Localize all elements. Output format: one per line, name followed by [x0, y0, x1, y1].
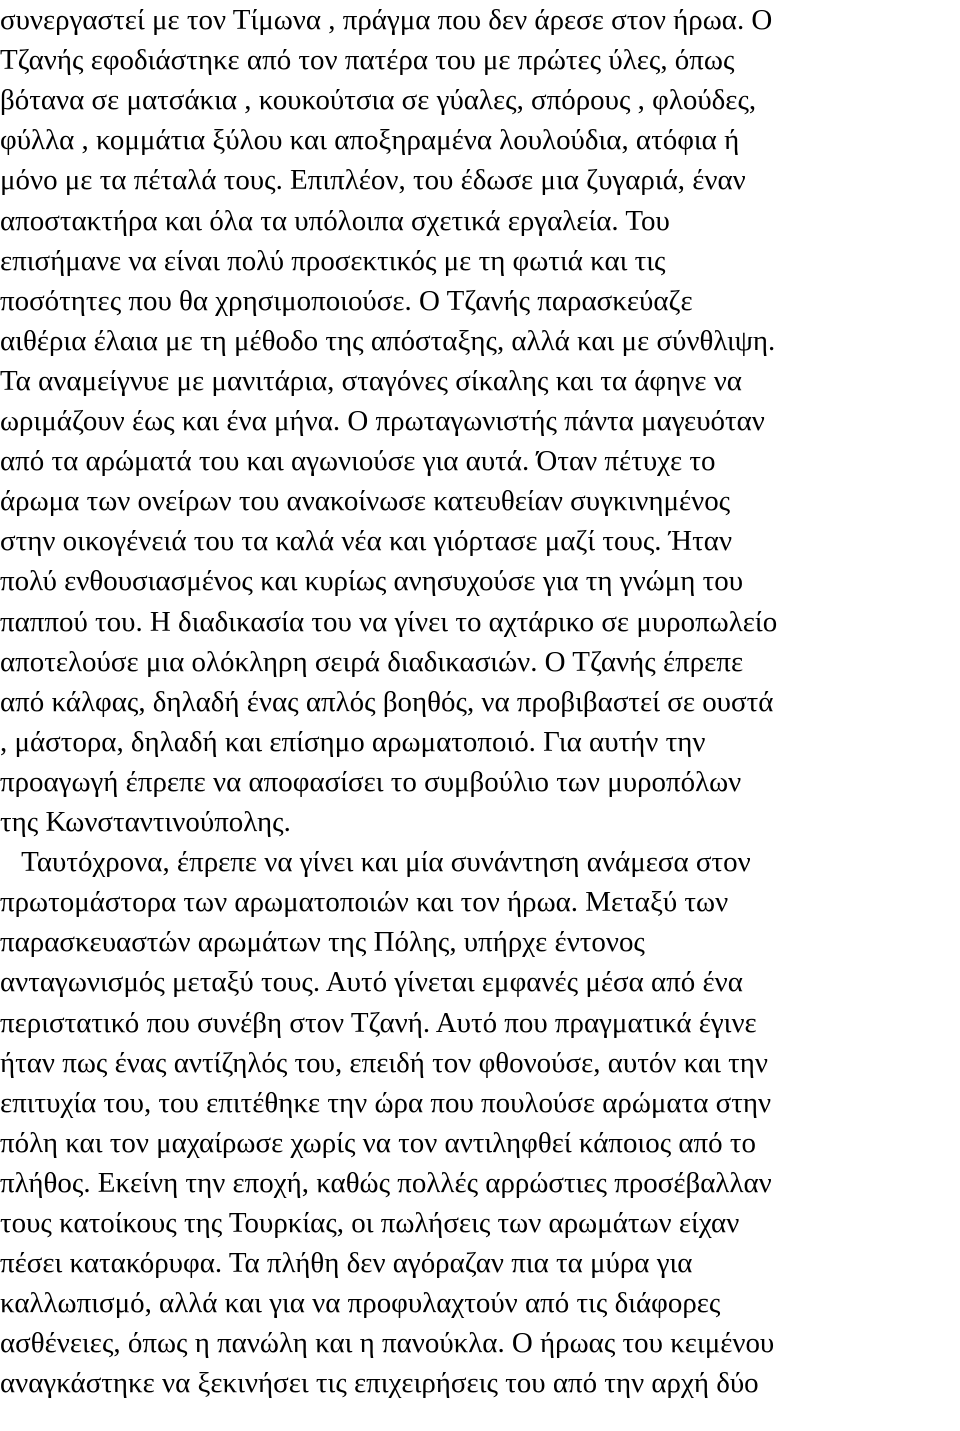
text-line: ήταν πως ένας αντίζηλός του, επειδή τον φθονούσε, αυτόν και την	[0, 1046, 768, 1079]
text-line: πολύ ενθουσιασμένος και κυρίως ανησυχούσε για τη γνώμη του	[0, 565, 744, 598]
text-line: αναγκάστηκε να ξεκινήσει τις επιχειρήσεις του από την αρχή δύο	[0, 1367, 759, 1400]
text-line: μόνο με τα πέταλά τους. Επιπλέον, του έδωσε μια ζυγαριά, έναν	[0, 164, 746, 197]
text-line: φύλλα , κομμάτια ξύλου και αποξηραμένα λουλούδια, ατόφια ή	[0, 124, 740, 157]
text-line: πόλη και τον μαχαίρωσε χωρίς να τον αντιληφθεί κάποιος από το	[0, 1126, 756, 1159]
text-line: από τα αρώματά του και αγωνιούσε για αυτά. Όταν πέτυχε το	[0, 445, 716, 478]
text-line: συνεργαστεί με τον Τίμωνα , πράγμα που δεν άρεσε στον ήρωα. Ο	[0, 4, 773, 36]
text-line: στην οικογένειά του τα καλά νέα και γιόρτασε μαζί τους. Ήταν	[0, 525, 733, 558]
text-line: καλλωπισμό, αλλά και για να προφυλαχτούν από τις διάφορες	[0, 1287, 721, 1320]
text-line: βότανα σε ματσάκια , κουκούτσια σε γύαλες, σπόρους , φλούδες,	[0, 84, 757, 117]
text-line: προαγωγή έπρεπε να αποφασίσει το συμβούλιο των μυροπόλων	[0, 765, 742, 798]
text-line: , μάστορα, δηλαδή και επίσημο αρωματοποιό. Για αυτήν την	[0, 725, 706, 758]
text-line: πλήθος. Εκείνη την εποχή, καθώς πολλές αρρώστιες προσέβαλλαν	[0, 1166, 772, 1199]
text-line: ωριμάζουν έως και ένα μήνα. Ο πρωταγωνιστής πάντα μαγευόταν	[0, 405, 765, 437]
text-line: επισήμανε να είναι πολύ προσεκτικός με τη φωτιά και τις	[0, 244, 666, 277]
text-line: ποσότητες που θα χρησιμοποιούσε. Ο Τζανής παρασκεύαζε	[0, 284, 693, 317]
text-line: Ταυτόχρονα, έπρεπε να γίνει και μία συνάντηση ανάμεσα στον	[0, 846, 751, 879]
text-line: περιστατικό που συνέβη στον Τζανή. Αυτό που πραγματικά έγινε	[0, 1006, 757, 1039]
text-line: επιτυχία του, του επιτέθηκε την ώρα που πουλούσε αρώματα στην	[0, 1086, 772, 1119]
text-line: ασθένειες, όπως η πανώλη και η πανούκλα. Ο ήρωας του κειμένου	[0, 1327, 775, 1360]
text-line: ανταγωνισμός μεταξύ τους. Αυτό γίνεται εμφανές μέσα από ένα	[0, 966, 743, 999]
text-line: παππού του. Η διαδικασία του να γίνει το αχτάρικο σε μυροπωλείο	[0, 605, 778, 638]
text-line: της Κωνσταντινούπολης.	[0, 806, 291, 838]
text-line: τους κατοίκους της Τουρκίας, οι πωλήσεις των αρωμάτων είχαν	[0, 1207, 740, 1239]
text-line: πέσει κατακόρυφα. Τα πλήθη δεν αγόραζαν πια τα μύρα για	[0, 1247, 693, 1280]
text-line: από κάλφας, δηλαδή ένας απλός βοηθός, να προβιβαστεί σε ουστά	[0, 685, 774, 718]
text-line: παρασκευαστών αρωμάτων της Πόλης, υπήρχε έντονος	[0, 926, 645, 959]
text-line: πρωτομάστορα των αρωματοποιών και τον ήρωα. Μεταξύ των	[0, 886, 729, 919]
text-line: άρωμα των ονείρων του ανακοίνωσε κατευθείαν συγκινημένος	[0, 485, 731, 518]
text-line: αποτελούσε μια ολόκληρη σειρά διαδικασιών. Ο Τζανής έπρεπε	[0, 645, 744, 678]
text-line: Τζανής εφοδιάστηκε από τον πατέρα του με πρώτες ύλες, όπως	[0, 44, 735, 77]
text-line: αποστακτήρα και όλα τα υπόλοιπα σχετικά εργαλεία. Του	[0, 204, 670, 237]
text-line: Τα αναμείγνυε με μανιτάρια, σταγόνες σίκαλης και τα άφηνε να	[0, 364, 742, 397]
text-line: αιθέρια έλαια με τη μέθοδο της απόσταξης, αλλά και με σύνθλιψη.	[0, 324, 776, 357]
